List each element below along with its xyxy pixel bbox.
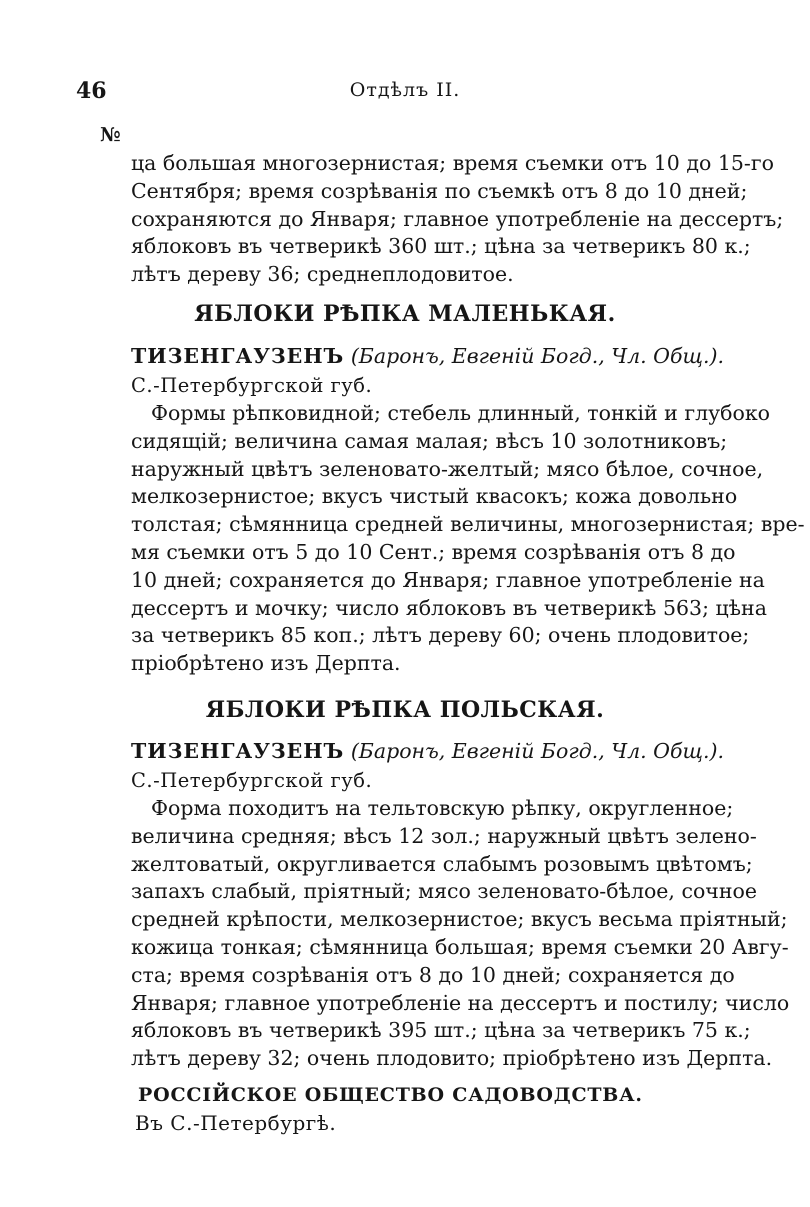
text-line: лѣтъ дереву 32; очень плодовито; пріобрѣтено изъ Дерпта. bbox=[131, 1046, 773, 1071]
author-title: (Баронъ, Евгеній Богд., Чл. Общ.). bbox=[350, 739, 725, 763]
text-line: за четверикъ 85 коп.; лѣтъ дереву 60; очень плодовитое; bbox=[131, 623, 750, 648]
entry-description bbox=[131, 795, 790, 1073]
author-name: ТИЗЕНГАУЗЕНЪ bbox=[131, 739, 345, 763]
text-line: сохраняются до Января; главное употребленіе на дессертъ; bbox=[131, 206, 784, 231]
text-line: кожица тонкая; сѣмянница большая; время съемки 20 Авгу- bbox=[131, 934, 789, 959]
author-line bbox=[131, 739, 725, 763]
text-line: пріобрѣтено изъ Дерпта. bbox=[131, 651, 401, 676]
text-line: лѣтъ дереву 36; среднеплодовитое. bbox=[131, 262, 514, 287]
society-name: РОССІЙСКОЕ ОБЩЕСТВО САДОВОДСТВА. bbox=[138, 1084, 643, 1106]
author-line bbox=[131, 344, 725, 368]
author-title: (Баронъ, Евгеній Богд., Чл. Общ.). bbox=[350, 344, 725, 368]
text-line: ца большая многозернистая; время съемки отъ 10 до 15-го bbox=[131, 151, 774, 175]
author-name: ТИЗЕНГАУЗЕНЪ bbox=[131, 344, 345, 368]
text-line: наружный цвѣтъ зеленовато-желтый; мясо бѣлое, сочное, bbox=[131, 456, 764, 481]
text-line: Форма походитъ на тельтовскую рѣпку, округленное; bbox=[151, 796, 734, 820]
text-line: величина средняя; вѣсъ 12 зол.; наружный цвѣтъ зелено- bbox=[131, 823, 757, 848]
society-city: Въ С.-Петербургѣ. bbox=[135, 1111, 337, 1135]
text-line: толстая; сѣмянница средней величины, многозернистая; вре- bbox=[131, 512, 805, 537]
continuation-text bbox=[131, 150, 784, 289]
entry-description bbox=[131, 400, 805, 678]
entry-heading: ЯБЛОКИ РѢПКА МАЛЕНЬКАЯ. bbox=[194, 301, 616, 327]
text-line: мелкозернистое; вкусъ чистый квасокъ; кожа довольно bbox=[131, 484, 738, 509]
text-line: Формы рѣпковидной; стебель длинный, тонкій и глубоко bbox=[151, 401, 770, 425]
text-line: Января; главное употребленіе на дессертъ и постилу; число bbox=[131, 990, 790, 1015]
page-number: 46 bbox=[76, 78, 107, 104]
text-line: желтоватый, округливается слабымъ розовымъ цвѣтомъ; bbox=[131, 851, 753, 876]
text-line: яблоковъ въ четверикѣ 360 шт.; цѣна за четверикъ 80 к.; bbox=[131, 234, 751, 259]
province: С.-Петербургской губ. bbox=[131, 374, 373, 397]
entry-heading: ЯБЛОКИ РѢПКА ПОЛЬСКАЯ. bbox=[205, 697, 605, 723]
running-head: Отдѣлъ II. bbox=[349, 79, 461, 101]
text-line: ста; время созрѣванія отъ 8 до 10 дней; сохраняется до bbox=[131, 962, 735, 987]
numero-sign: № bbox=[100, 124, 121, 146]
text-line: запахъ слабый, пріятный; мясо зеленовато-бѣлое, сочное bbox=[131, 879, 757, 904]
text-line: средней крѣпости, мелкозернистое; вкусъ весьма пріятный; bbox=[131, 907, 788, 932]
text-line: дессертъ и мочку; число яблоковъ въ четверикѣ 563; цѣна bbox=[131, 595, 767, 620]
text-line: яблоковъ въ четверикѣ 395 шт.; цѣна за четверикъ 75 к.; bbox=[131, 1018, 751, 1043]
text-line: мя съемки отъ 5 до 10 Сент.; время созрѣванія отъ 8 до bbox=[131, 539, 736, 564]
text-line: 10 дней; сохраняется до Января; главное употребленіе на bbox=[131, 567, 765, 592]
province: С.-Петербургской губ. bbox=[131, 769, 373, 792]
text-line: Сентября; время созрѣванія по съемкѣ отъ 8 до 10 дней; bbox=[131, 178, 748, 203]
text-line: сидящій; величина самая малая; вѣсъ 10 золотниковъ; bbox=[131, 428, 728, 453]
